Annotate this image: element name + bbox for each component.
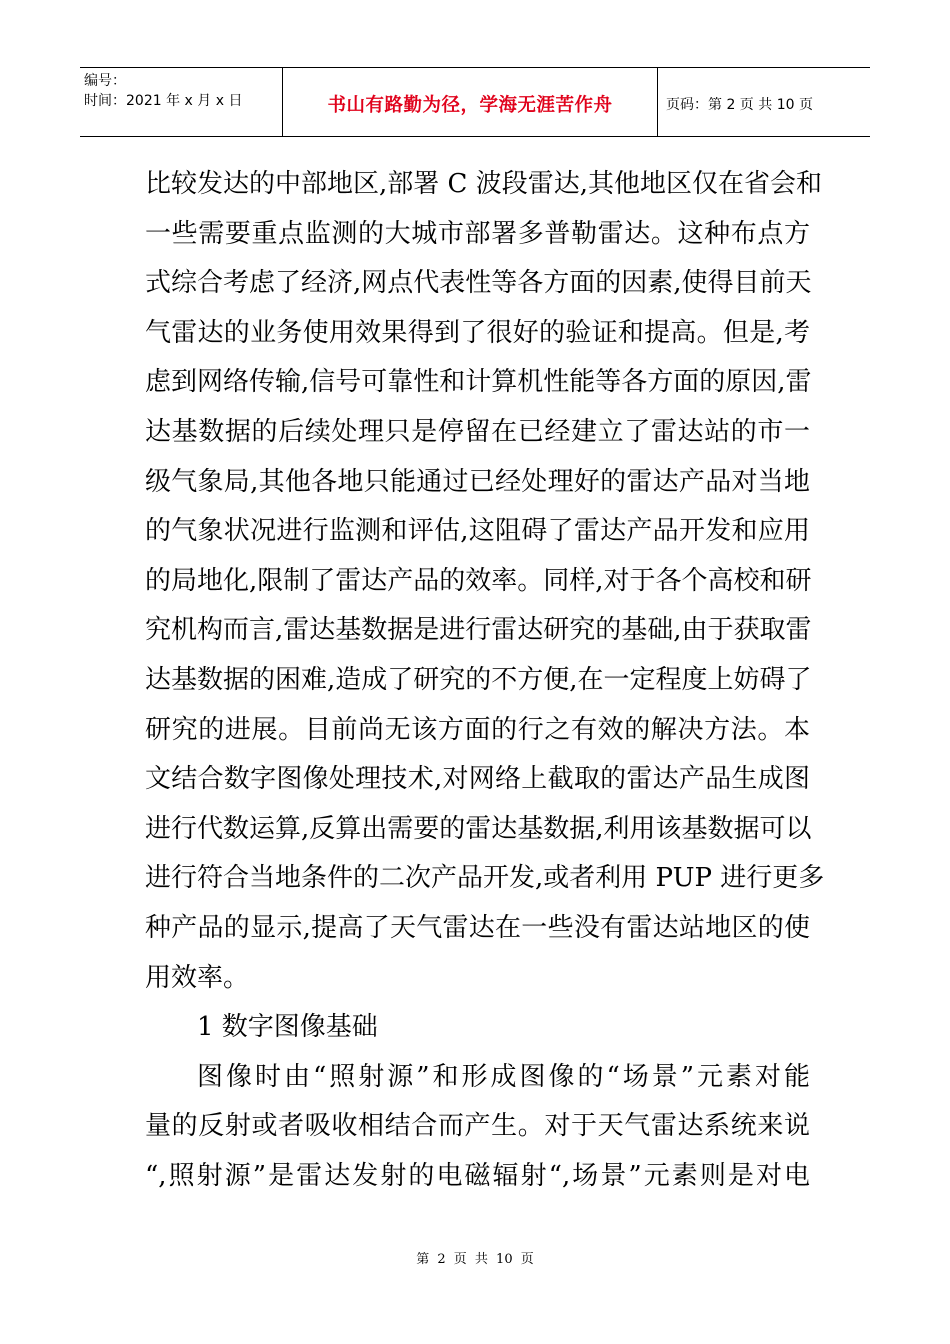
body-line: 的局地化,限制了雷达产品的效率。同样,对于各个高校和研 [145,565,812,596]
date-label: 时间：2021 年 x 月 x 日 [84,93,243,109]
body-line: 式综合考虑了经济,网点代表性等各方面的因素,使得目前天 [145,268,812,299]
body-line: 达基数据的困难,造成了研究的不方便,在一定程度上妨碍了 [145,664,812,695]
section-heading: 1 数字图像基础 [197,1012,378,1043]
body-line: 虑到网络传输,信号可靠性和计算机性能等各方面的原因,雷 [145,367,812,398]
body-line: 研究的进展。目前尚无该方面的行之有效的解决方法。本 [145,714,810,745]
header-motto-cell [283,68,658,136]
header-meta-cell [80,68,283,136]
body-line: 气雷达的业务使用效果得到了很好的验证和提高。但是,考 [145,317,810,348]
body-line: 进行符合当地条件的二次产品开发,或者利用 PUP 进行更多 [145,863,825,894]
body-line: 级气象局,其他各地只能通过已经处理好的雷达产品对当地 [145,466,810,497]
header-page-info: 页码：第 2 页 共 10 页 [666,97,813,113]
header-motto: 书山有路勤为径，学海无涯苦作舟 [327,95,613,116]
body-line: 比较发达的中部地区,部署 C 波段雷达,其他地区仅在省会和 [145,169,822,199]
body-line: 究机构而言,雷达基数据是进行雷达研究的基础,由于获取雷 [145,615,812,646]
document-body [145,160,825,1201]
body-line: 用效率。 [145,962,250,993]
page-header [80,67,870,137]
body-line: 的气象状况进行监测和评估,这阻碍了雷达产品开发和应用 [145,516,810,547]
serial-number-label: 编号： [84,73,126,89]
body-line: 文结合数字图像处理技术,对网络上截取的雷达产品生成图 [145,764,810,795]
section-line: 量的反射或者吸收相结合而产生。对于天气雷达系统来说 [145,1111,810,1142]
page-footer: 第 2 页 共 10 页 [416,1252,534,1267]
body-line: 进行代数运算,反算出需要的雷达基数据,利用该基数据可以 [145,813,812,844]
body-line: 达基数据的后续处理只是停留在已经建立了雷达站的市一 [145,416,810,447]
section-line: “,照射源”是雷达发射的电磁辐射“,场景”元素则是对电 [145,1160,810,1191]
body-line: 种产品的显示,提高了天气雷达在一些没有雷达站地区的使 [145,912,810,943]
body-line: 一些需要重点监测的大城市部署多普勒雷达。这种布点方 [145,218,810,249]
header-page-cell [658,68,870,136]
section-line: 图像时由“照射源”和形成图像的“场景”元素对能 [197,1061,810,1092]
